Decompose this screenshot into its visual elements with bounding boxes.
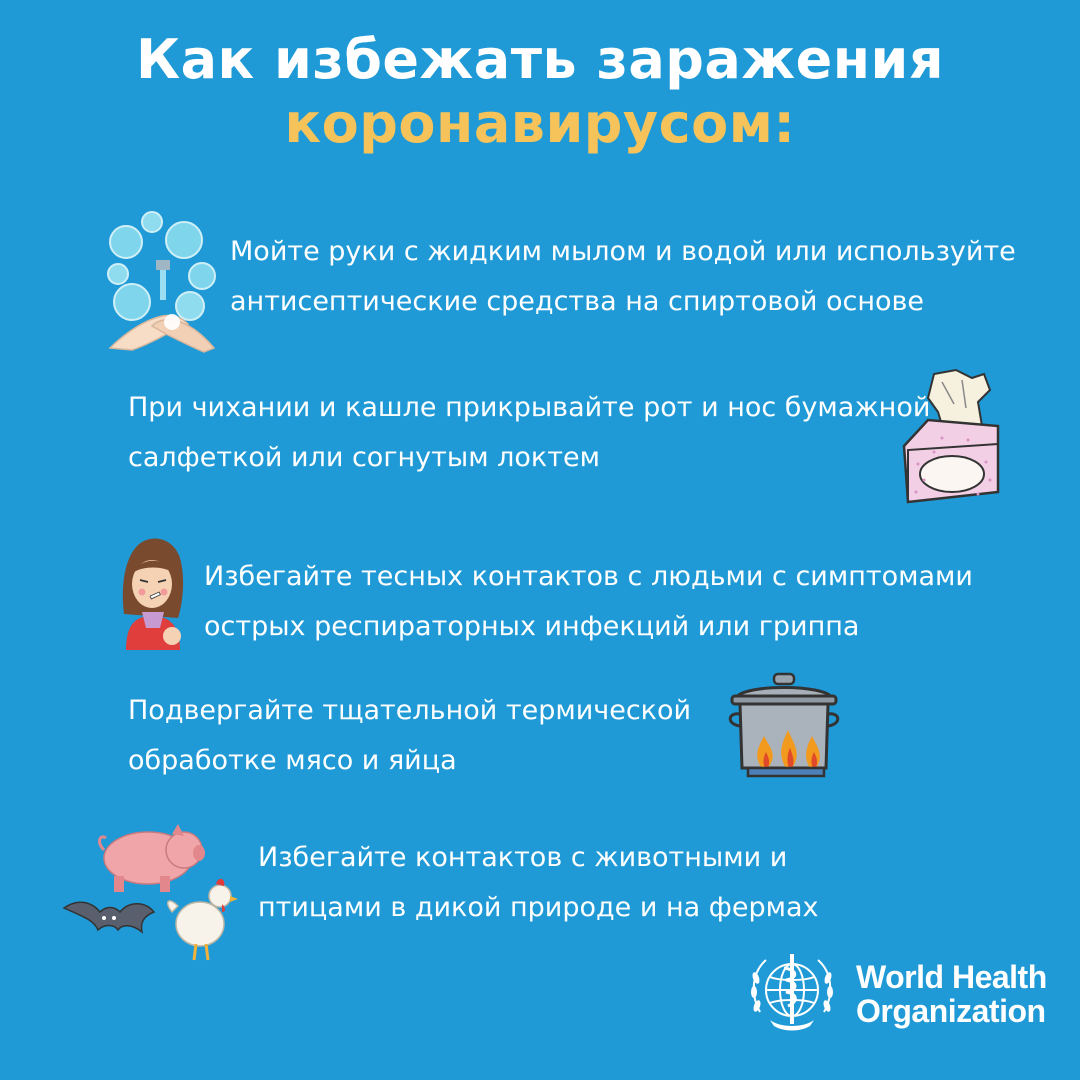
page-title — [0, 28, 1080, 156]
tip-line: обработке мясо и яйца — [128, 745, 457, 776]
tip-line: При чихании и кашле прикрывайте рот и нос бумажной — [128, 392, 931, 423]
title-line-2: коронавирусом: — [284, 92, 796, 155]
who-name-line-1: World Health — [856, 959, 1047, 995]
tip-line: Избегайте контактов с животными и — [258, 842, 788, 873]
tip-line: салфеткой или согнутым локтем — [128, 442, 600, 473]
who-name — [856, 960, 1047, 1028]
tip-line: антисептические средства на спиртовой основе — [230, 286, 925, 317]
tip-cook-thoroughly — [128, 686, 691, 786]
tip-line: птицами в дикой природе и на фермах — [258, 892, 819, 923]
who-emblem-icon — [740, 950, 850, 1036]
tip-line: Подвергайте тщательной термической — [128, 695, 692, 726]
tip-line: Избегайте тесных контактов с людьми с симптомами — [204, 561, 973, 592]
tip-hand-washing — [230, 227, 1016, 327]
farm-animals-icon — [60, 820, 240, 966]
tip-avoid-contact — [204, 552, 973, 652]
hand-washing-icon — [104, 208, 220, 354]
sick-person-icon — [116, 532, 188, 652]
title-line-1: Как избежать заражения — [135, 28, 945, 91]
tip-line: Мойте руки с жидким мылом и водой или используйте — [230, 236, 1016, 267]
who-name-line-2: Organization — [856, 993, 1046, 1029]
tip-avoid-animals — [258, 833, 819, 933]
tissue-box-icon — [898, 368, 1006, 508]
cooking-pot-icon — [722, 664, 846, 784]
tip-line: острых респираторных инфекций или гриппа — [204, 611, 860, 642]
tip-cover-cough — [128, 383, 930, 483]
